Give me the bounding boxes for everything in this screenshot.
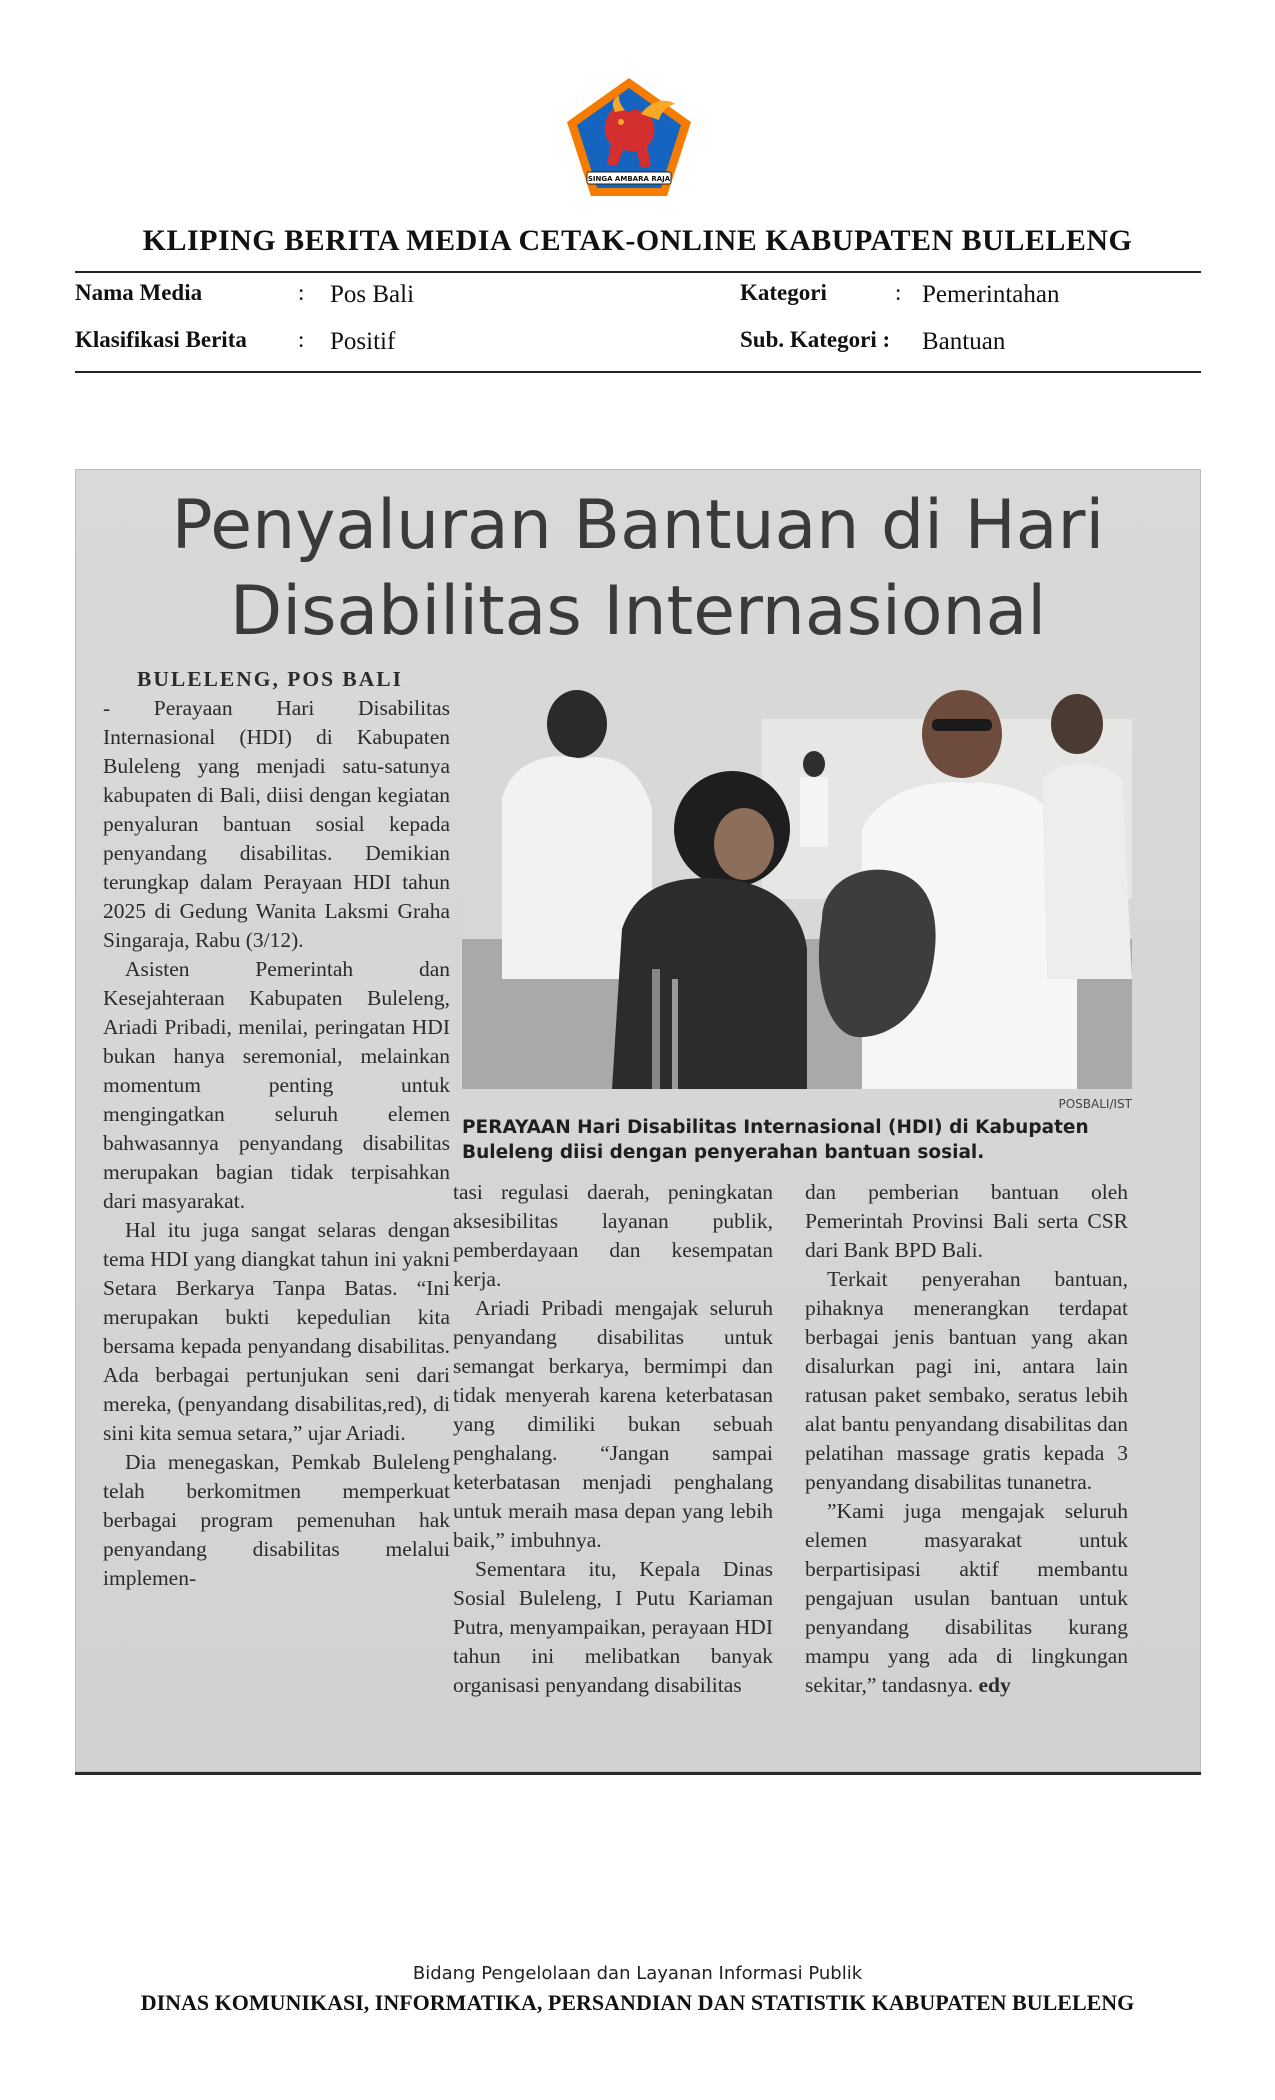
footer-department: Bidang Pengelolaan dan Layanan Informasi Publik (412, 1963, 863, 1984)
footer-agency: DINAS KOMUNIKASI, INFORMATIKA, PERSANDIAN DAN STATISTIK KABUPATEN BULELENG (140, 1990, 1135, 2015)
sub-kategori-label: Sub. Kategori : (740, 327, 891, 352)
photo-caption: PERAYAAN Hari Disabilitas Internasional (HDI) di Kabupaten Buleleng diisi dengan penyerahan bantuan sosial. (462, 1117, 1089, 1163)
nama-media-colon: : (298, 280, 305, 305)
headline-line-1: Penyaluran Bantuan di Hari (171, 486, 1105, 565)
klasifikasi-value: Positif (330, 328, 396, 355)
col1-paragraph-4: Dia menegaskan, Pemkab Buleleng telah berkomitmen memperkuat berbagai program pemenuhan hak penyandang disabilitas melalui implemen- (103, 1450, 450, 1590)
col2-paragraph-3: Sementara itu, Kepala Dinas Sosial Buleleng, I Putu Kariaman Putra, menyampaikan, perayaan HDI tahun ini melibatkan banyak organisasi penyandang disabilitas (453, 1557, 773, 1697)
singa-ambara-raja-emblem-icon (563, 74, 695, 200)
kategori-value: Pemerintahan (922, 281, 1060, 308)
headline-line-2: Disabilitas Internasional (229, 572, 1047, 651)
photo-handover-image (462, 679, 1132, 1089)
article-photo (462, 679, 1132, 1089)
header-bottom-rule (75, 371, 1201, 373)
nama-media-value: Pos Bali (330, 281, 415, 308)
document-title: KLIPING BERITA MEDIA CETAK-ONLINE KABUPATEN BULELENG (142, 224, 1133, 257)
article-column-3 (805, 1178, 1128, 1700)
col1-paragraph-3: Hal itu juga sangat selaras dengan tema HDI yang diangkat tahun ini yakni Setara Berkarya Tanpa Batas. “Ini merupakan bukti kepedulian kita bersama kepada penyandang disabilitas. Ada berbagai pertunjukan seni dari mereka, (penyandang disabilitas,red), di sini kita semua setara,” ujar Ariadi. (103, 1218, 450, 1445)
article-column-2 (453, 1178, 773, 1700)
sub-kategori-value: Bantuan (922, 328, 1006, 355)
col1-paragraph-1: - Perayaan Hari Disabilitas Internasional (HDI) di Kabupaten Buleleng yang menjadi satu-satunya kabupaten di Bali, diisi dengan kegiatan penyaluran bantuan sosial kepada penyandang disabilitas. Demikian terungkap dalam Perayaan HDI tahun 2025 di Gedung Wanita Laksmi Graha Singaraja, Rabu (3/12). (103, 696, 450, 952)
kategori-colon: : (895, 280, 902, 305)
photo-credit: POSBALI/IST (1058, 1097, 1132, 1111)
regency-logo (563, 74, 695, 200)
klasifikasi-colon: : (298, 327, 305, 352)
nama-media-label: Nama Media (75, 280, 203, 305)
article-dateline: BULELENG, POS BALI (137, 667, 403, 691)
col2-paragraph-1: tasi regulasi daerah, peningkatan aksesibilitas layanan publik, pemberdayaan dan kesempatan kerja. (453, 1180, 773, 1291)
col3-paragraph-1: dan pemberian bantuan oleh Pemerintah Provinsi Bali serta CSR dari Bank BPD Bali. (805, 1180, 1128, 1262)
col2-paragraph-2: Ariadi Pribadi mengajak seluruh penyandang disabilitas untuk semangat berkarya, bermimpi dan tidak menyerah karena keterbatasan yang dimiliki bukan sebuah penghalang. “Jangan sampai keterbatasan menjadi penghalang untuk meraih masa depan yang lebih baik,” imbuhnya. (453, 1296, 773, 1552)
clipping-bottom-edge (75, 1772, 1201, 1775)
newspaper-clipping (75, 469, 1201, 1772)
logo-motto: SINGA AMBARA RAJA (587, 175, 671, 183)
kategori-label: Kategori (740, 280, 827, 305)
article-headline (75, 483, 1201, 655)
col1-paragraph-2: Asisten Pemerintah dan Kesejahteraan Kabupaten Buleleng, Ariadi Pribadi, menilai, peringatan HDI bukan hanya seremonial, melainkan momentum penting untuk mengingatkan seluruh elemen bahwasannya penyandang disabilitas merupakan bagian tidak terpisahkan dari masyarakat. (103, 957, 450, 1213)
klasifikasi-label: Klasifikasi Berita (75, 327, 247, 352)
article-column-1 (103, 665, 450, 1593)
col3-paragraph-3: ”Kami juga mengajak seluruh elemen masyarakat untuk berpartisipasi aktif membantu pengajuan usulan bantuan untuk penyandang disabilitas kurang mampu yang ada di lingkungan sekitar,” tandasnya. (805, 1499, 1128, 1697)
author-signature: edy (978, 1673, 1011, 1697)
header-top-rule (75, 271, 1201, 273)
col3-paragraph-2: Terkait penyerahan bantuan, pihaknya menerangkan terdapat berbagai jenis bantuan yang akan disalurkan pagi ini, antara lain ratusan paket sembako, seratus lebih alat bantu penyandang disabilitas dan pelatihan massage gratis kepada 3 penyandang disabilitas tunanetra. (805, 1267, 1128, 1494)
